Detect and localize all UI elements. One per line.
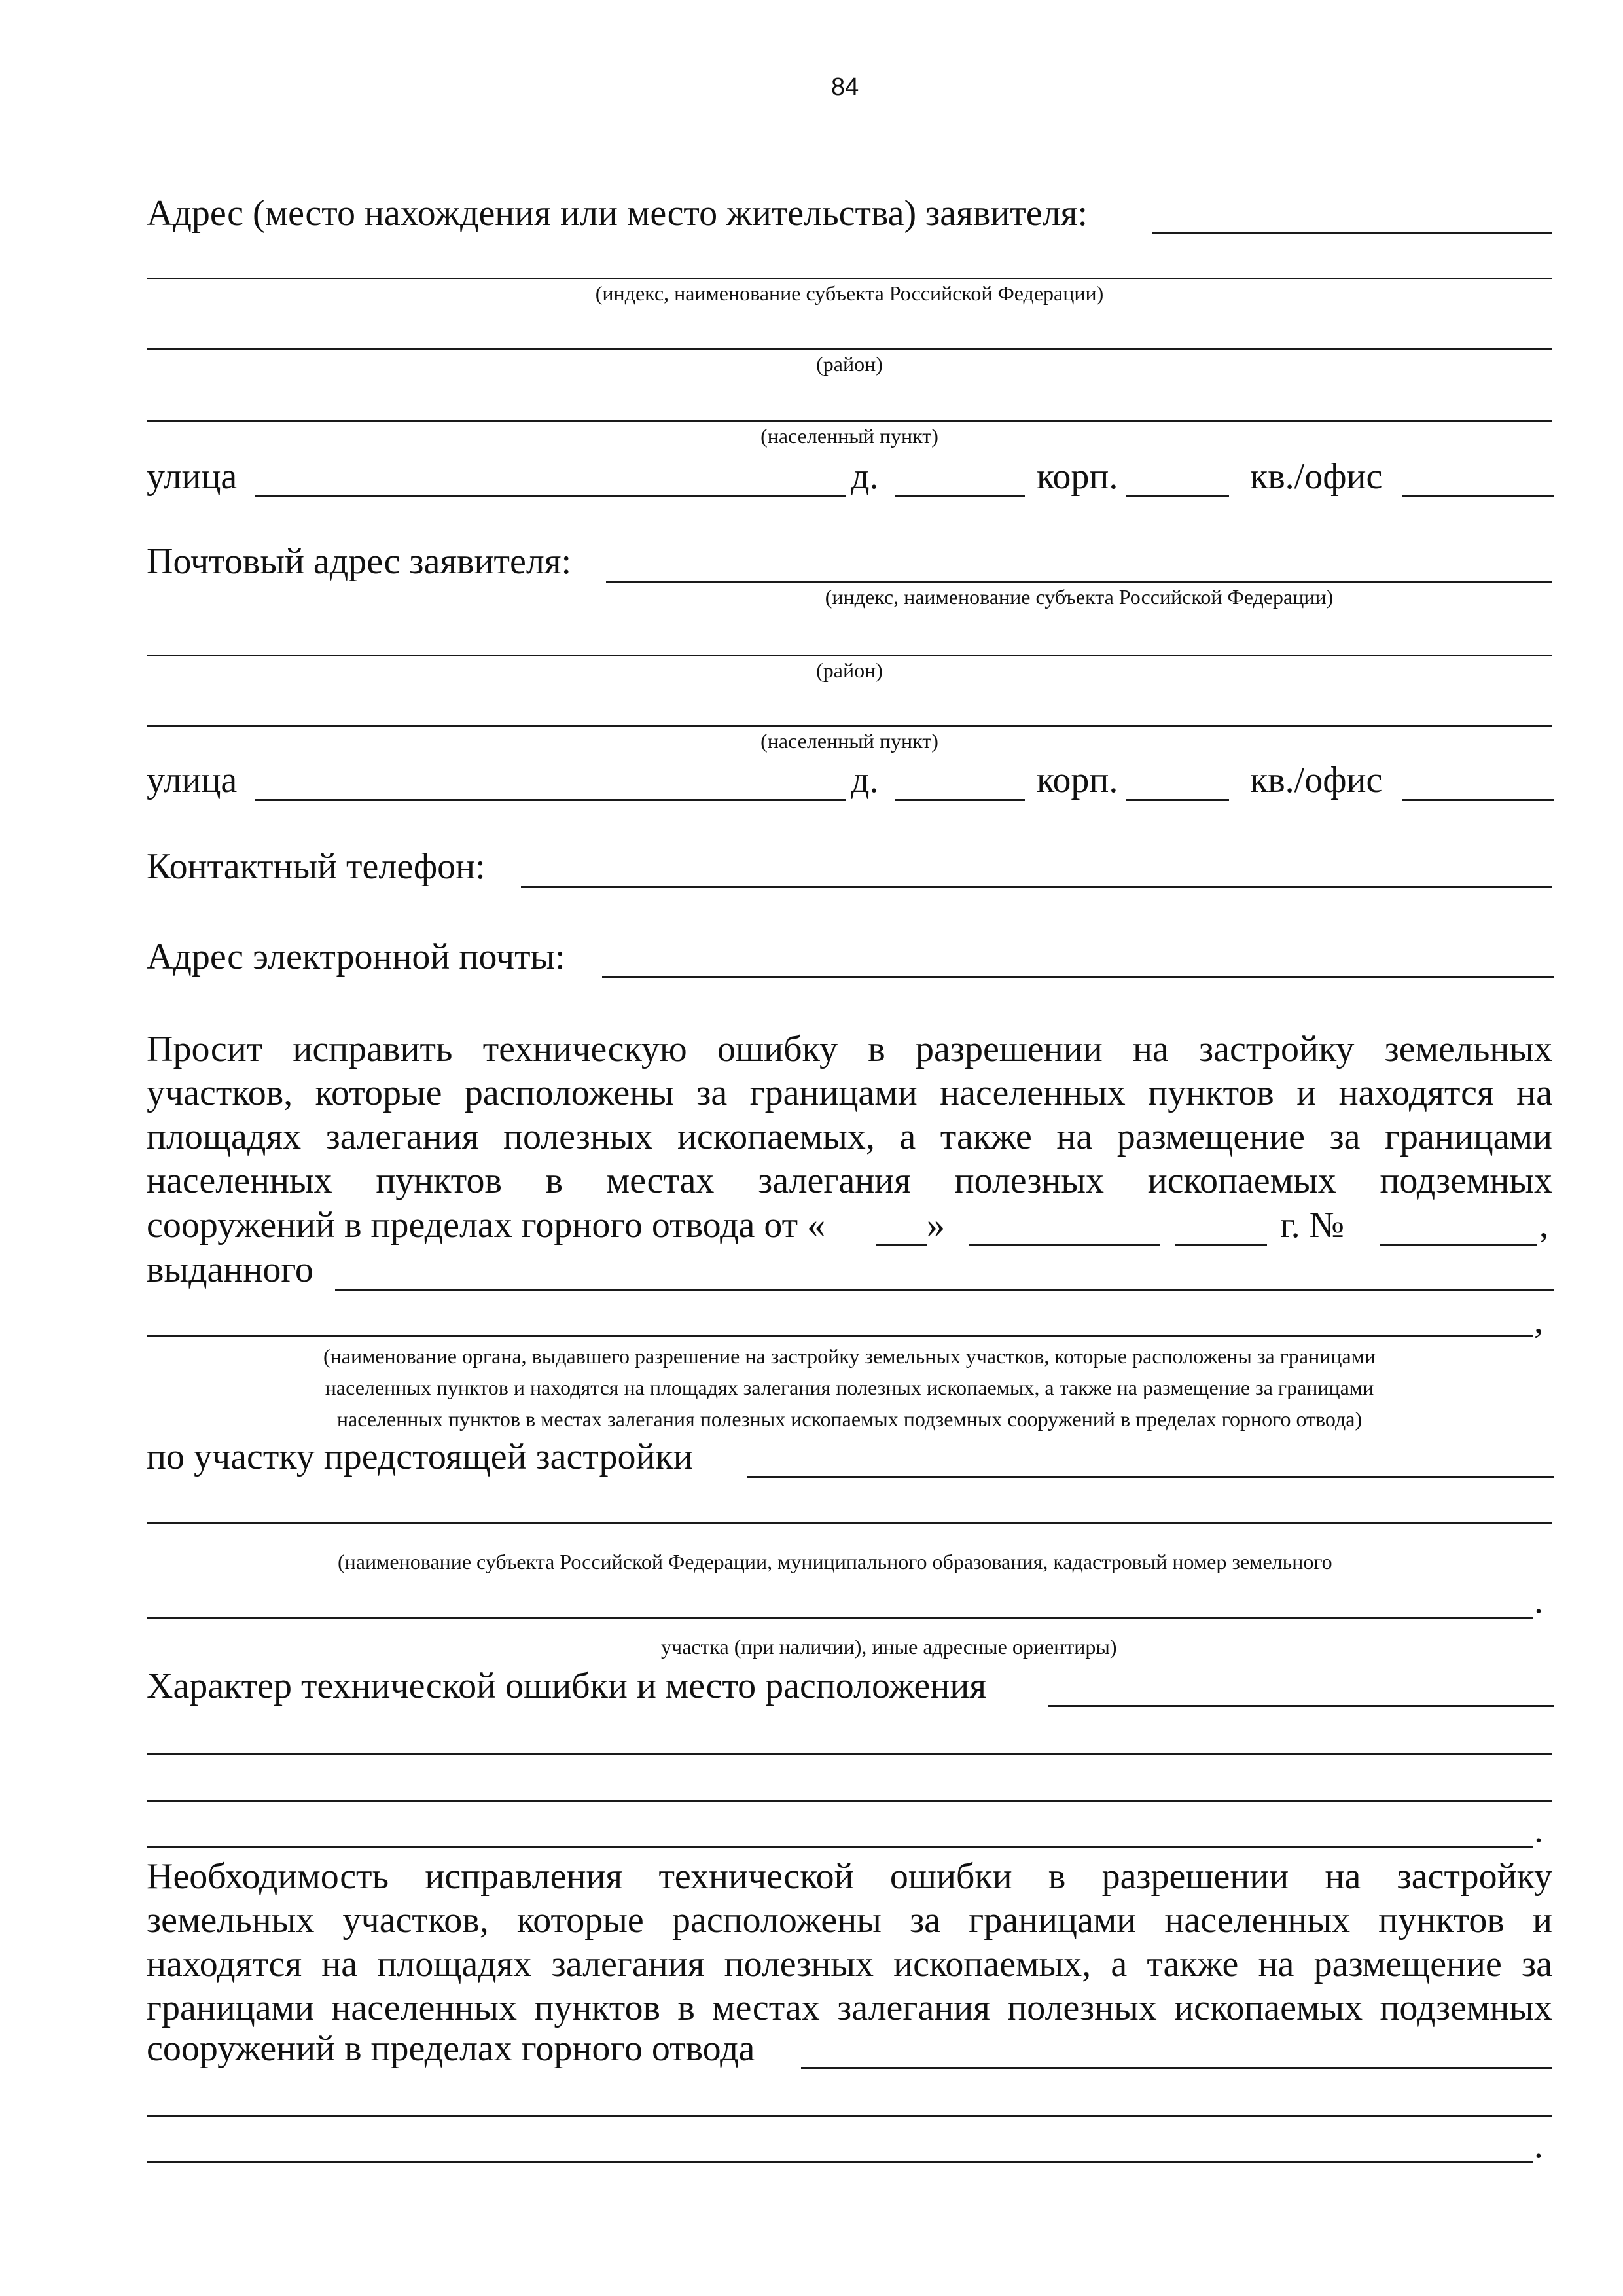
date-comma: ,	[1539, 1205, 1548, 1246]
necessity-line-6[interactable]	[147, 2115, 1552, 2117]
phone-field[interactable]	[521, 886, 1552, 888]
issuer-field[interactable]	[147, 1335, 1533, 1337]
error-nature-line-3[interactable]	[147, 1800, 1552, 1802]
applicant-district-field[interactable]	[147, 348, 1552, 350]
necessity-line-5: сооружений в пределах горного отвода	[147, 2028, 755, 2069]
necessity-period: .	[1534, 2125, 1543, 2166]
applicant-district-caption: (район)	[816, 352, 883, 376]
applicant-locality-caption: (населенный пункт)	[760, 424, 938, 448]
site-period: .	[1534, 1581, 1543, 1621]
request-line-1: Просит исправить техническую ошибку в разрешении на застройку земельных	[147, 1029, 1552, 1069]
necessity-paragraph	[147, 1855, 1552, 2030]
postal-building-label: корп.	[1037, 760, 1118, 800]
issuer-comma: ,	[1534, 1300, 1543, 1341]
postal-apartment-field[interactable]	[1402, 799, 1554, 801]
site-details-field[interactable]	[147, 1617, 1533, 1619]
date-year-no-label: г. №	[1280, 1205, 1345, 1246]
site-extra-field[interactable]	[147, 1522, 1552, 1524]
error-nature-field[interactable]	[1048, 1705, 1554, 1707]
permit-number-field[interactable]	[1380, 1244, 1537, 1246]
request-line-4: населенных пунктов в местах залегания полезных ископаемых подземных	[147, 1160, 1552, 1201]
date-year-field[interactable]	[1175, 1244, 1267, 1246]
site-label: по участку предстоящей застройки	[147, 1437, 693, 1477]
postal-locality-field[interactable]	[147, 725, 1552, 727]
necessity-line-2: земельных участков, которые расположены за границами населенных пунктов и	[147, 1900, 1552, 1941]
error-nature-line-4[interactable]	[147, 1846, 1533, 1848]
postal-locality-caption: (населенный пункт)	[760, 729, 938, 753]
applicant-house-field[interactable]	[895, 495, 1025, 497]
request-line-5: сооружений в пределах горного отвода от «	[147, 1205, 826, 1246]
page-number: 84	[831, 73, 859, 101]
site-field[interactable]	[747, 1476, 1554, 1478]
necessity-field[interactable]	[801, 2067, 1552, 2069]
site-caption-2: участка (при наличии), иные адресные ориентиры)	[661, 1635, 1117, 1659]
applicant-index-caption: (индекс, наименование субъекта Российской Федерации)	[595, 281, 1104, 305]
postal-index-caption: (индекс, наименование субъекта Российской Федерации)	[825, 585, 1334, 609]
applicant-building-label: корп.	[1037, 456, 1118, 497]
necessity-line-3: находятся на площадях залегания полезных ископаемых, а также на размещение за	[147, 1944, 1552, 1984]
necessity-line-4: границами населенных пунктов в местах залегания полезных ископаемых подземных	[147, 1988, 1552, 2028]
applicant-street-field[interactable]	[255, 495, 846, 497]
issued-label: выданного	[147, 1249, 313, 1290]
postal-building-field[interactable]	[1126, 799, 1229, 801]
error-nature-period: .	[1534, 1810, 1543, 1850]
applicant-apartment-field[interactable]	[1402, 495, 1554, 497]
postal-district-field[interactable]	[147, 655, 1552, 656]
postal-apartment-label: кв./офис	[1250, 760, 1383, 800]
request-line-3: площадях залегания полезных ископаемых, а также на размещение за границами	[147, 1117, 1552, 1157]
postal-district-caption: (район)	[816, 658, 883, 682]
error-nature-line-2[interactable]	[147, 1753, 1552, 1755]
date-day-field[interactable]	[876, 1244, 927, 1246]
postal-street-field[interactable]	[255, 799, 846, 801]
postal-street-label: улица	[147, 760, 238, 800]
phone-label: Контактный телефон:	[147, 846, 486, 887]
date-quote-close: »	[927, 1205, 945, 1246]
necessity-line-7[interactable]	[147, 2161, 1533, 2163]
issued-field[interactable]	[335, 1289, 1554, 1291]
email-field[interactable]	[602, 976, 1554, 978]
applicant-house-label: д.	[851, 456, 879, 497]
postal-address-label: Почтовый адрес заявителя:	[147, 541, 572, 582]
request-line-2: участков, которые расположены за границами населенных пунктов и находятся на	[147, 1073, 1552, 1113]
applicant-address-field[interactable]	[1152, 232, 1552, 234]
email-label: Адрес электронной почты:	[147, 937, 565, 977]
error-nature-label: Характер технической ошибки и место расположения	[147, 1666, 987, 1706]
postal-house-field[interactable]	[895, 799, 1025, 801]
applicant-building-field[interactable]	[1126, 495, 1229, 497]
request-paragraph	[147, 1028, 1552, 1203]
applicant-locality-field[interactable]	[147, 420, 1552, 422]
postal-address-field[interactable]	[606, 581, 1552, 583]
postal-house-label: д.	[851, 760, 879, 800]
site-caption-1: (наименование субъекта Российской Федерации, муниципального образования, кадастровый номер земельного	[338, 1550, 1332, 1573]
date-month-field[interactable]	[969, 1244, 1160, 1246]
issuer-caption-1: (наименование органа, выдавшего разрешение на застройку земельных участков, которые расположены за границами	[323, 1344, 1376, 1368]
issuer-caption-2: населенных пунктов и находятся на площадях залегания полезных ископаемых, а также на размещение за границами	[325, 1376, 1374, 1399]
applicant-index-field[interactable]	[147, 278, 1552, 279]
applicant-apartment-label: кв./офис	[1250, 456, 1383, 497]
issuer-caption-3: населенных пунктов в местах залегания полезных ископаемых подземных сооружений в пределах горного отвода)	[336, 1407, 1363, 1431]
applicant-street-label: улица	[147, 456, 238, 497]
applicant-address-label: Адрес (место нахождения или место жительства) заявителя:	[147, 193, 1088, 234]
necessity-line-1: Необходимость исправления технической ошибки в разрешении на застройку	[147, 1856, 1552, 1897]
